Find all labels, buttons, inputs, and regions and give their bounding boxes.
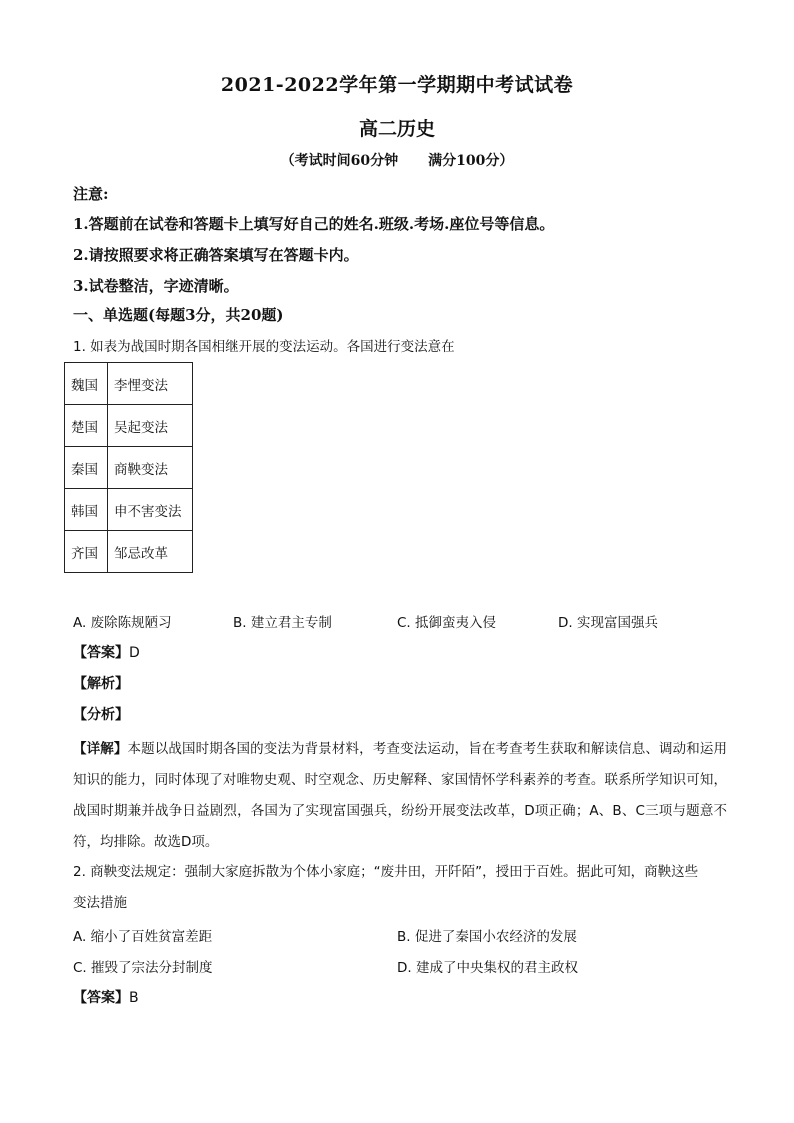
table-cell-reform: 申不害变法 (108, 489, 193, 531)
q1-option-c: C. 抵御蛮夷入侵 (397, 615, 497, 631)
table-row (65, 489, 193, 531)
exam-time: （考试时间60分钟 (280, 153, 399, 169)
notice-item-1: 1.答题前在试卷和答题卡上填写好自己的姓名.班级.考场.座位号等信息。 (73, 215, 555, 233)
table-row (65, 531, 193, 573)
reform-table (64, 362, 193, 573)
q2-option-a: A. 缩小了百姓贫富差距 (73, 929, 213, 945)
table-cell-state: 秦国 (65, 447, 108, 489)
detail-text: 本题以战国时期各国的变法为背景材料，考查变法运动，旨在考查考生获取和解读信息、调动和运用知识的能力，同时体现了对唯物史观、时空观念、历史解释、家国情怀学科素养的考查。联系所学知识可知，战国时期兼并战争日益剧烈，各国为了实现富国强兵，纷纷开展变法改革，D项正确；A、B、C三项与题意不符，均排除。故选D项。 (73, 741, 728, 850)
q1-option-b: B. 建立君主专制 (233, 615, 332, 631)
exam-title: 2021-2022学年第一学期期中考试试卷 (220, 74, 574, 96)
notice-item-2: 2.请按照要求将正确答案填写在答题卡内。 (73, 246, 359, 264)
exam-score: 满分100分） (428, 153, 514, 169)
answer-tag: 【答案】 (73, 990, 129, 1006)
table-cell-reform: 李悝变法 (108, 363, 193, 405)
table-cell-state: 齐国 (65, 531, 108, 573)
table-row (65, 363, 193, 405)
q2-option-d: D. 建成了中央集权的君主政权 (397, 960, 578, 976)
q2-stem-line-2: 变法措施 (73, 895, 127, 911)
table-row (65, 447, 193, 489)
section-heading: 一、单选题(每题3分，共20题) (73, 306, 284, 324)
q1-stem: 1. 如表为战国时期各国相继开展的变法运动。各国进行变法意在 (73, 339, 455, 355)
notice-item-3: 3.试卷整洁，字迹清晰。 (73, 277, 239, 295)
table-cell-state: 楚国 (65, 405, 108, 447)
table-row (65, 405, 193, 447)
notice-heading: 注意: (73, 185, 109, 203)
table-cell-state: 韩国 (65, 489, 108, 531)
q2-option-c: C. 摧毁了宗法分封制度 (73, 960, 213, 976)
answer-tag: 【答案】 (73, 645, 129, 661)
q1-analysis-tag: 【解析】 (73, 676, 129, 692)
detail-tag: 【详解】 (73, 741, 128, 757)
answer-value: B (129, 990, 139, 1006)
q1-option-a: A. 废除陈规陋习 (73, 615, 172, 631)
q2-stem-line-1: 2. 商鞅变法规定：强制大家庭拆散为个体小家庭；“废井田，开阡陌”，授田于百姓。据此可知，商鞅这些 (73, 864, 699, 880)
q2-option-b: B. 促进了秦国小农经济的发展 (397, 929, 577, 945)
q1-detail (73, 734, 727, 858)
table-cell-state: 魏国 (65, 363, 108, 405)
table-cell-reform: 商鞅变法 (108, 447, 193, 489)
q1-option-d: D. 实现富国强兵 (558, 615, 658, 631)
q1-fenxi-tag: 【分析】 (73, 707, 129, 723)
answer-value: D (129, 645, 140, 661)
exam-time-info (0, 150, 794, 170)
exam-subject: 高二历史 (358, 118, 435, 140)
table-cell-reform: 吴起变法 (108, 405, 193, 447)
q1-answer (73, 642, 140, 662)
q2-answer (73, 987, 139, 1007)
table-cell-reform: 邹忌改革 (108, 531, 193, 573)
